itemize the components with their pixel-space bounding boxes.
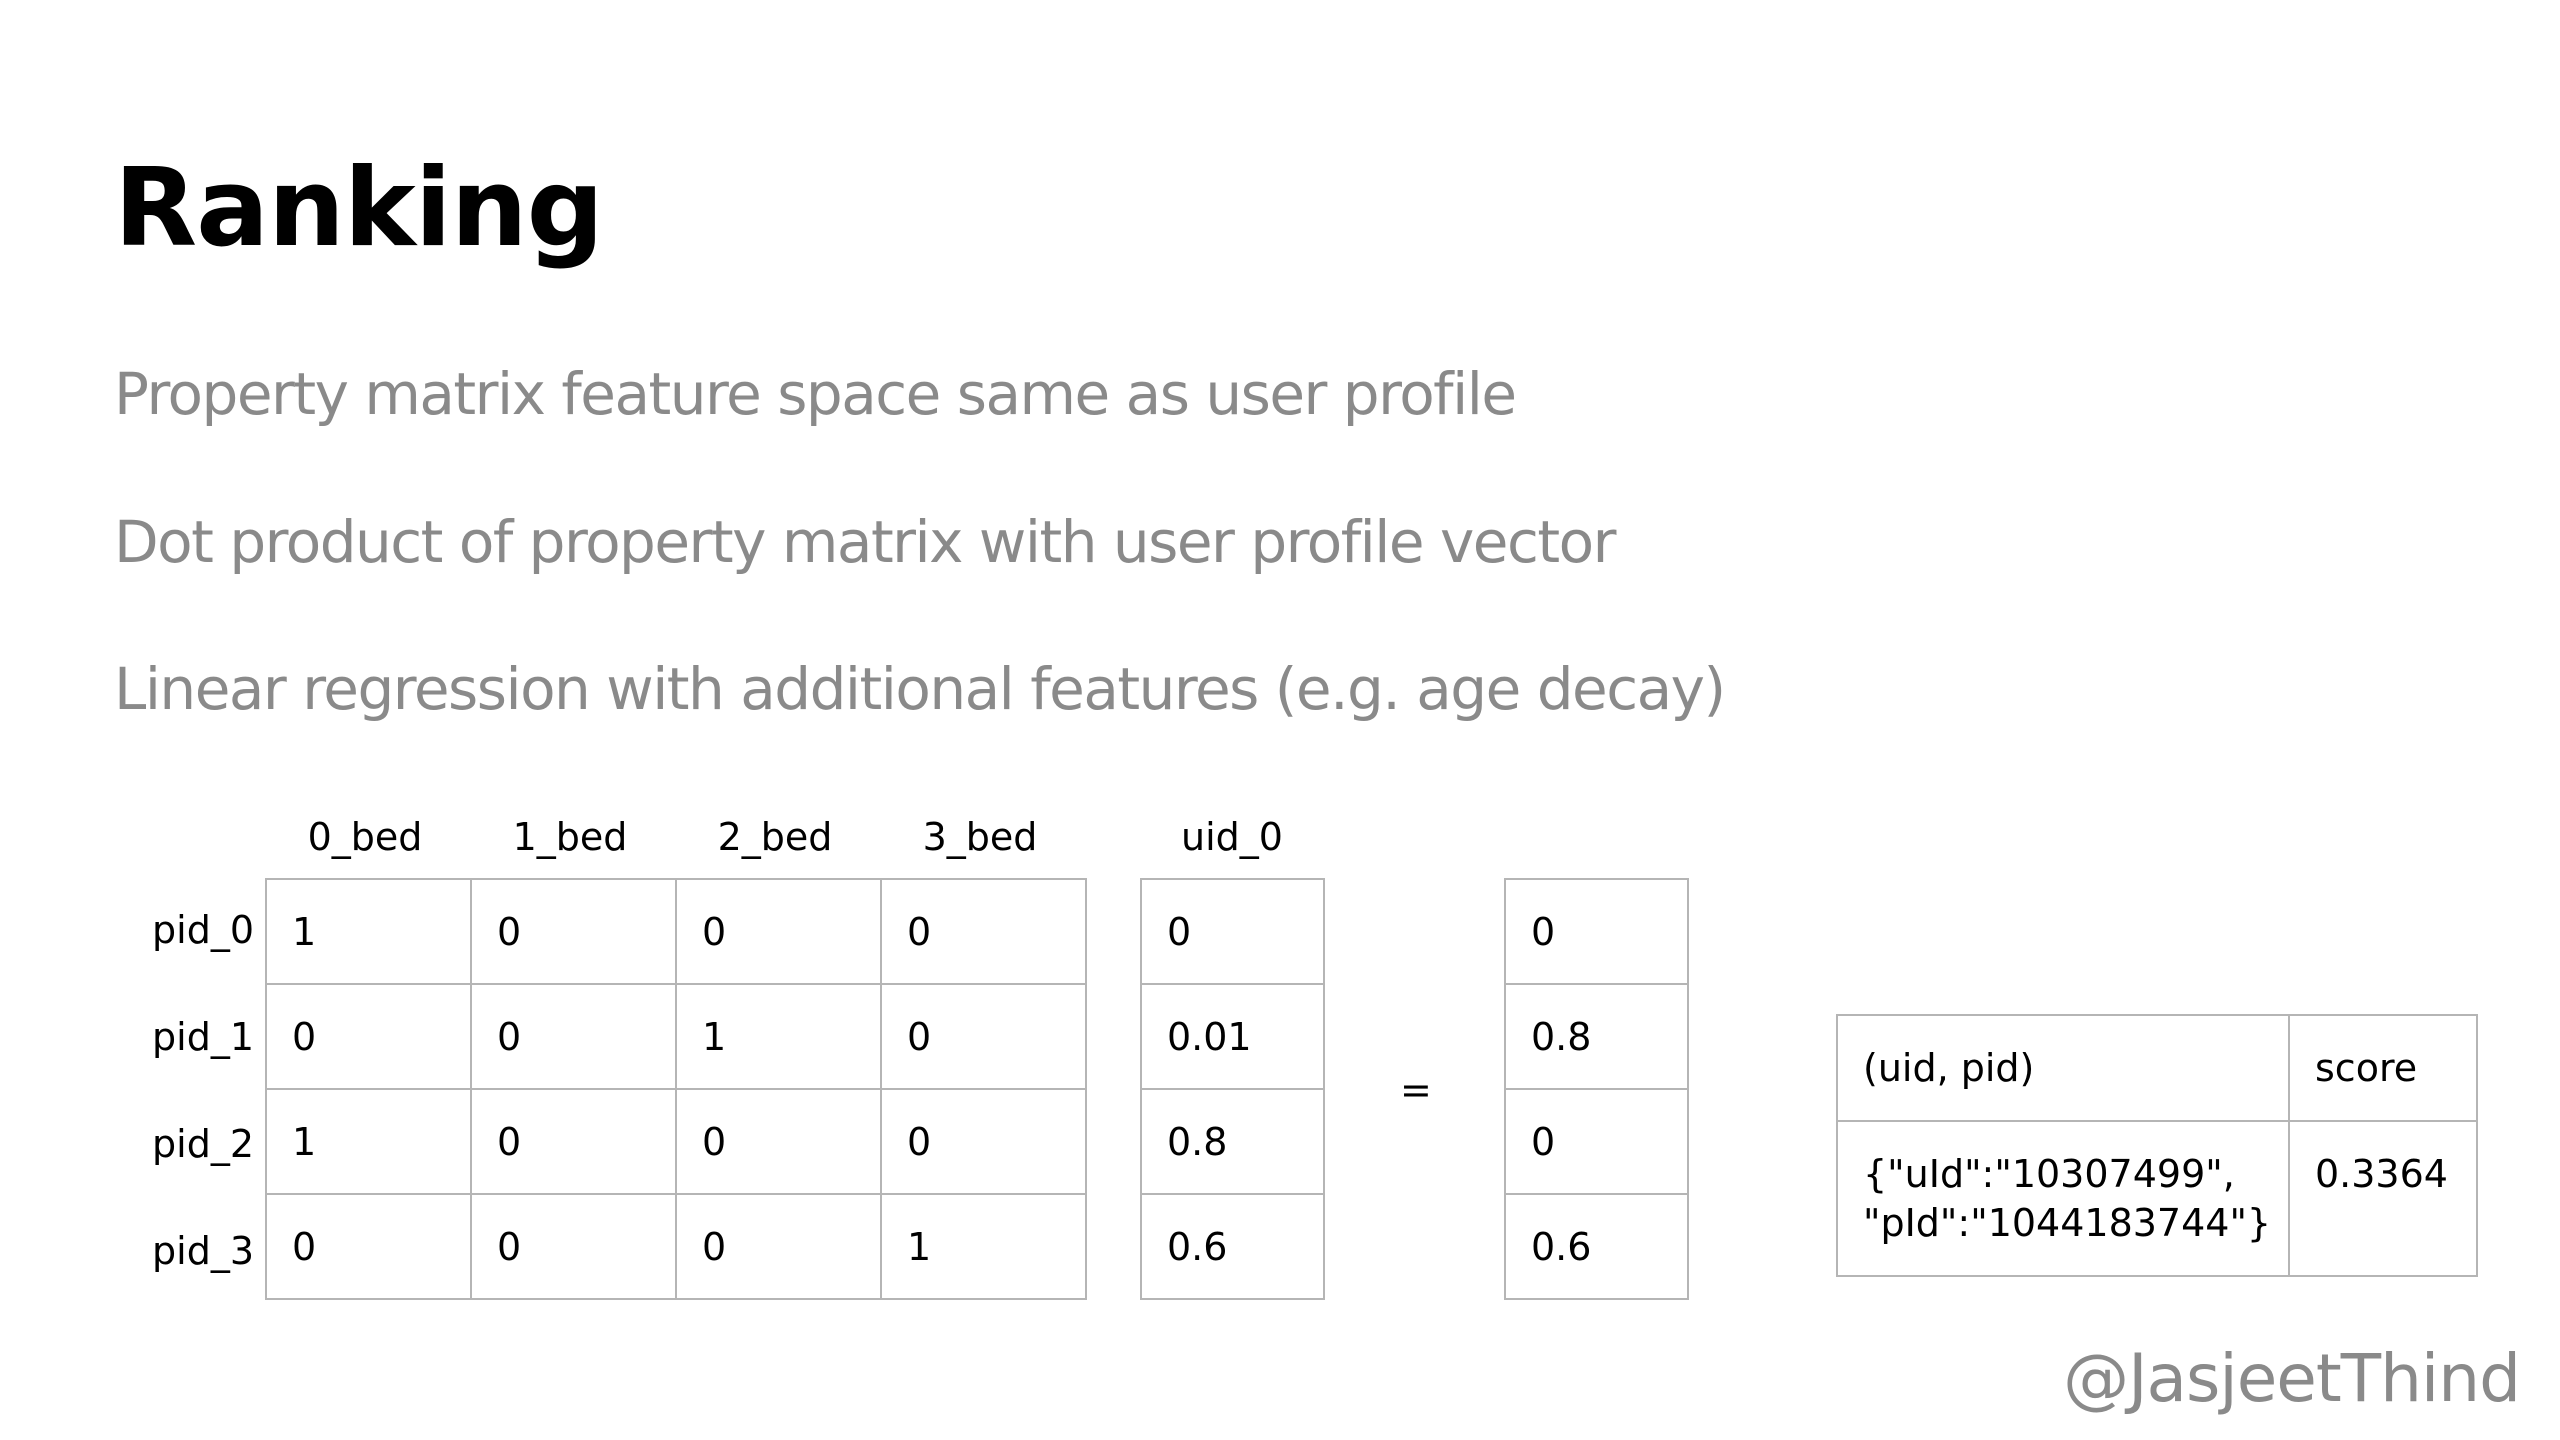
matrix-column-header: 0_bed: [307, 815, 423, 859]
matrix-cell: 0: [881, 879, 1086, 984]
vector-cell: 0: [1505, 1089, 1688, 1194]
vector-cell: 0.8: [1505, 984, 1688, 1089]
vector-cell: 0: [1505, 879, 1688, 984]
matrix-cell: 0: [676, 1089, 881, 1194]
matrix-cell: 1: [676, 984, 881, 1089]
vector-cell: 0.6: [1141, 1194, 1324, 1299]
matrix-cell: 1: [881, 1194, 1086, 1299]
score-table: [1836, 1014, 2478, 1277]
score-table-header: (uid, pid): [1837, 1015, 2289, 1121]
score-table-header-row: [1837, 1015, 2477, 1121]
matrix-cell: 0: [471, 984, 676, 1089]
matrix-column-header: 3_bed: [922, 815, 1038, 859]
matrix-column-header: 1_bed: [512, 815, 628, 859]
matrix-cell: 0: [471, 1089, 676, 1194]
vector-cell: 0.8: [1141, 1089, 1324, 1194]
matrix-cell: 0: [266, 1194, 471, 1299]
bullet-linear-regression: Linear regression with additional features (e.g. age decay): [114, 655, 1725, 723]
vector-cell: 0: [1141, 879, 1324, 984]
matrix-row: [266, 879, 1086, 984]
vector-cell: 0.6: [1505, 1194, 1688, 1299]
user-profile-vector: [1140, 878, 1325, 1300]
score-table-key-cell: {"uId":"10307499", "pId":"1044183744"}: [1837, 1121, 2289, 1276]
matrix-column-header: 2_bed: [717, 815, 833, 859]
matrix-cell: 0: [881, 1089, 1086, 1194]
matrix-cell: 0: [471, 879, 676, 984]
matrix-row: [266, 984, 1086, 1089]
matrix-cell: 1: [266, 1089, 471, 1194]
user-vector-header: uid_0: [1181, 815, 1283, 859]
matrix-row: [266, 1089, 1086, 1194]
matrix-cell: 1: [266, 879, 471, 984]
matrix-row-header: pid_0: [152, 908, 254, 952]
slide-title: Ranking: [114, 146, 603, 271]
score-table-score-cell: 0.3364: [2289, 1121, 2477, 1276]
table-row: [1837, 1121, 2477, 1276]
matrix-cell: 0: [676, 879, 881, 984]
bullet-feature-space: Property matrix feature space same as user profile: [114, 360, 1516, 428]
result-vector: [1504, 878, 1689, 1300]
matrix-cell: 0: [676, 1194, 881, 1299]
matrix-cell: 0: [471, 1194, 676, 1299]
property-matrix: [265, 878, 1087, 1300]
matrix-row-header: pid_2: [152, 1122, 254, 1166]
matrix-cell: 0: [266, 984, 471, 1089]
author-handle: @JasjeetThind: [2063, 1340, 2520, 1417]
vector-cell: 0.01: [1141, 984, 1324, 1089]
equals-sign: =: [1400, 1068, 1432, 1112]
matrix-cell: 0: [881, 984, 1086, 1089]
matrix-row: [266, 1194, 1086, 1299]
matrix-row-header: pid_3: [152, 1229, 254, 1273]
score-table-header: score: [2289, 1015, 2477, 1121]
bullet-dot-product: Dot product of property matrix with user profile vector: [114, 508, 1615, 576]
matrix-row-header: pid_1: [152, 1015, 254, 1059]
